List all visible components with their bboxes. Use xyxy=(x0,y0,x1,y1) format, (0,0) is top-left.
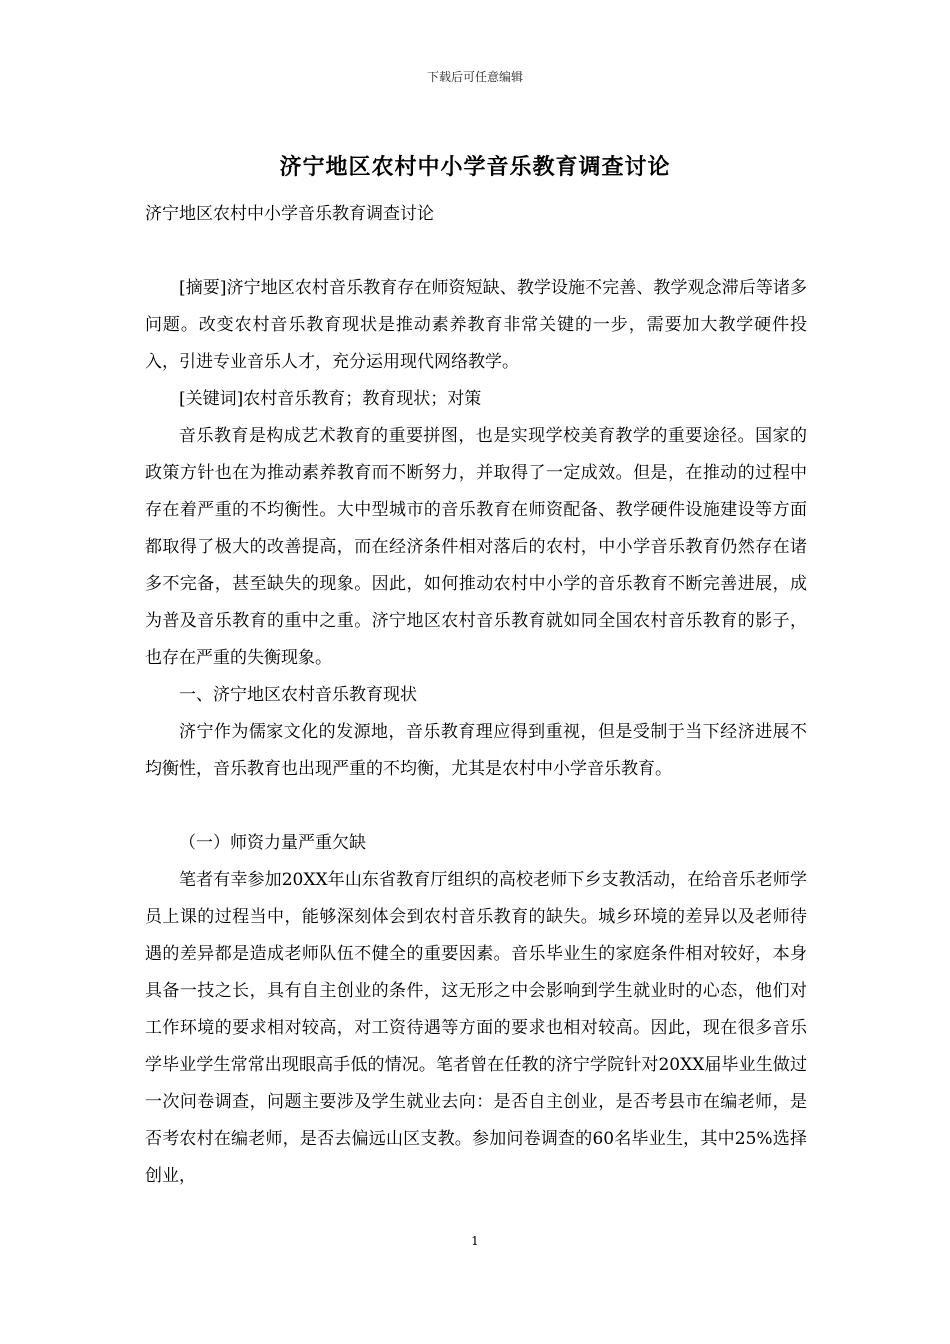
page-header: 下载后可任意编辑 xyxy=(426,70,523,84)
subsection-paragraph: 笔者有幸参加20XX年山东省教育厅组织的高校老师下乡支教活动，在给音乐老师学员上课的过程当中，能够深刻体会到农村音乐教育的缺失。城乡环境的差异以及老师待遇的差异都是造成老师队伍不健全的重要因素。音乐毕业生的家庭条件相对较好，本身具备一技之长，具有自主创业的条件，这无形之中会影响到学生就业时的心态，他们对工作环境的要求相对较高，对工资待遇等方面的要求也相对较高。因此，现在很多音乐学毕业学生常常出现眼高手低的情况。笔者曾在任教的济宁学院针对20XX届毕业生做过一次问卷调查，问题主要涉及学生就业去向：是否自主创业，是否考县市在编老师，是否考农村在编老师，是否去偏远山区支教。参加问卷调查的60名毕业生，其中25%选择创业， xyxy=(145,870,807,1186)
section-paragraph: 济宁作为儒家文化的发源地，音乐教育理应得到重视，但是受制于当下经济进展不均衡性，音乐教育也出现严重的不均衡，尤其是农村中小学音乐教育。 xyxy=(145,722,807,779)
page-number: 1 xyxy=(471,1234,479,1248)
document-subtitle: 济宁地区农村中小学音乐教育调查讨论 xyxy=(145,204,434,224)
subsection-heading: （一）师资力量严重欠缺 xyxy=(179,833,366,853)
intro-paragraph: 音乐教育是构成艺术教育的重要拼图，也是实现学校美育教学的重要途径。国家的政策方针也在为推动素养教育而不断努力，并取得了一定成效。但是，在推动的过程中存在着严重的不均衡性。大中型城市的音乐教育在师资配备、教学硬件设施建设等方面都取得了极大的改善提高，而在经济条件相对落后的农村，中小学音乐教育仍然存在诸多不完备，甚至缺失的现象。因此，如何推动农村中小学的音乐教育不断完善进展，成为普及音乐教育的重中之重。济宁地区农村音乐教育就如同全国农村音乐教育的影子，也存在严重的失衡现象。 xyxy=(145,426,807,668)
document-body xyxy=(145,196,807,1195)
abstract-paragraph: [摘要]济宁地区农村音乐教育存在师资短缺、教学设施不完善、教学观念滞后等诸多问题。改变农村音乐教育现状是推动素养教育非常关键的一步，需要加大教学硬件投入，引进专业音乐人才，充分运用现代网络教学。 xyxy=(145,278,807,372)
document-title: 济宁地区农村中小学音乐教育调查讨论 xyxy=(279,154,671,180)
keywords-paragraph: [关键词]农村音乐教育；教育现状；对策 xyxy=(179,389,482,409)
section-heading: 一、济宁地区农村音乐教育现状 xyxy=(179,685,417,705)
